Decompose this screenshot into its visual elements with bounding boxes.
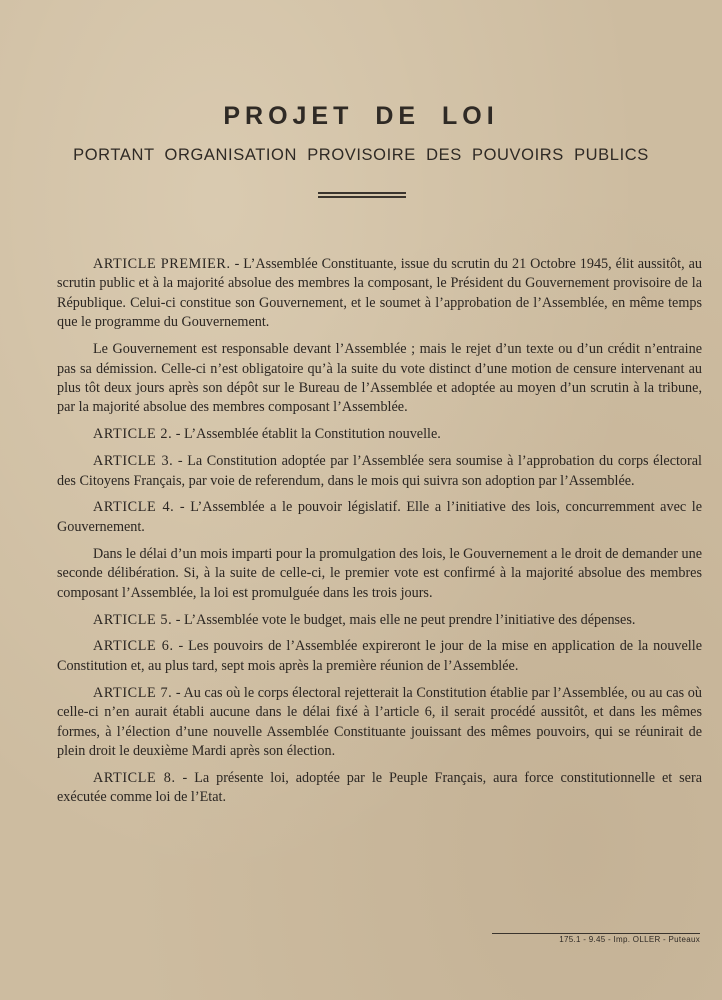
article-label: ARTICLE PREMIER. xyxy=(93,256,231,272)
article-paragraph xyxy=(57,255,702,333)
article-paragraph xyxy=(57,637,702,676)
document-title: PROJET DE LOI xyxy=(223,102,499,130)
article-label: ARTICLE 5. xyxy=(93,611,173,628)
article-paragraph xyxy=(57,545,702,603)
article-paragraph xyxy=(57,611,702,630)
article-text: - La présente loi, adoptée par le Peuple Français, aura force constitutionnelle et sera exécutée comme loi de l’Etat. xyxy=(57,769,702,806)
title-divider xyxy=(318,192,406,198)
article-text: - Au cas où le corps électoral rejetterait la Constitution établie par l’Assemblée, ou au cas où celle-ci n’en aurait établi aucune dans le délai fixé à l’article 6, il serait procédé aussitôt, et dans les mêmes formes, à l’élection d’une nouvelle Assemblée Constituante jouissant des mêmes pouvoirs, qui se réunirait de plein droit le deuxième Mardi après son élection. xyxy=(57,684,702,759)
article-text: Le Gouvernement est responsable devant l’Assemblée ; mais le rejet d’un texte ou d’un crédit n’entraine pas sa démission. Celle-ci n’est obligatoire qu’à la suite du vote distinct d’une motion de censure intervenant au plus tôt deux jours après son dépôt sur le Bureau de l’Assemblée et adoptée au moyen d’un scrutin à la tribune, par la majorité absolue des membres composant l’Assemblée. xyxy=(57,341,702,416)
article-paragraph xyxy=(57,684,702,762)
article-text: - L’Assemblée établit la Constitution nouvelle. xyxy=(172,426,441,443)
article-text: - Les pouvoirs de l’Assemblée expireront le jour de la mise en application de la nouvelle Constitution et, au plus tard, sept mois après la première réunion de l’Assemblée. xyxy=(57,638,702,674)
document-subtitle: PORTANT ORGANISATION PROVISOIRE DES POUVOIRS PUBLICS xyxy=(73,146,649,164)
article-text: - L’Assemblée a le pouvoir législatif. Elle a l’initiative des lois, concurremment avec le Gouvernement. xyxy=(57,499,702,535)
article-text: Dans le délai d’un mois imparti pour la promulgation des lois, le Gouvernement a le droit de demander une seconde délibération. Si, à la suite de celle-ci, le premier vote est confirmé à la majorité absolue des membres composant l’Assemblée, la loi est promulguée dans les trois jours. xyxy=(57,545,702,601)
article-paragraph xyxy=(57,425,702,444)
article-label: ARTICLE 4. xyxy=(93,499,175,516)
article-text: - L’Assemblée Constituante, issue du scrutin du 21 Octobre 1945, élit aussitôt, au scrutin public et à la majorité absolue des membres la composant, le Président du Gouvernement provisoire de la République. Celui-ci constitue son Gouvernement, et le soumet à l’approbation de l’Assemblée, en même temps que le programme du Gouvernement. xyxy=(57,256,702,331)
article-paragraph xyxy=(57,452,702,491)
article-paragraph xyxy=(57,340,702,418)
article-label: ARTICLE 8. xyxy=(93,769,176,786)
article-paragraph xyxy=(57,498,702,537)
footer-divider xyxy=(492,933,700,934)
article-label: ARTICLE 2. xyxy=(93,426,173,443)
article-label: ARTICLE 3. xyxy=(93,453,174,470)
printer-imprint: 175.1 - 9.45 - Imp. OLLER - Puteaux xyxy=(559,935,700,944)
article-text: - L’Assemblée vote le budget, mais elle ne peut prendre l’initiative des dépenses. xyxy=(172,611,636,628)
article-paragraph xyxy=(57,769,702,808)
document-body xyxy=(57,255,702,815)
article-label: ARTICLE 7. xyxy=(93,684,173,701)
article-label: ARTICLE 6. xyxy=(93,638,174,655)
article-text: - La Constitution adoptée par l’Assemblée sera soumise à l’approbation du corps électoral des Citoyens Français, par voie de referendum, dans le mois qui suivra son adoption par l’Assemblée. xyxy=(57,453,702,489)
